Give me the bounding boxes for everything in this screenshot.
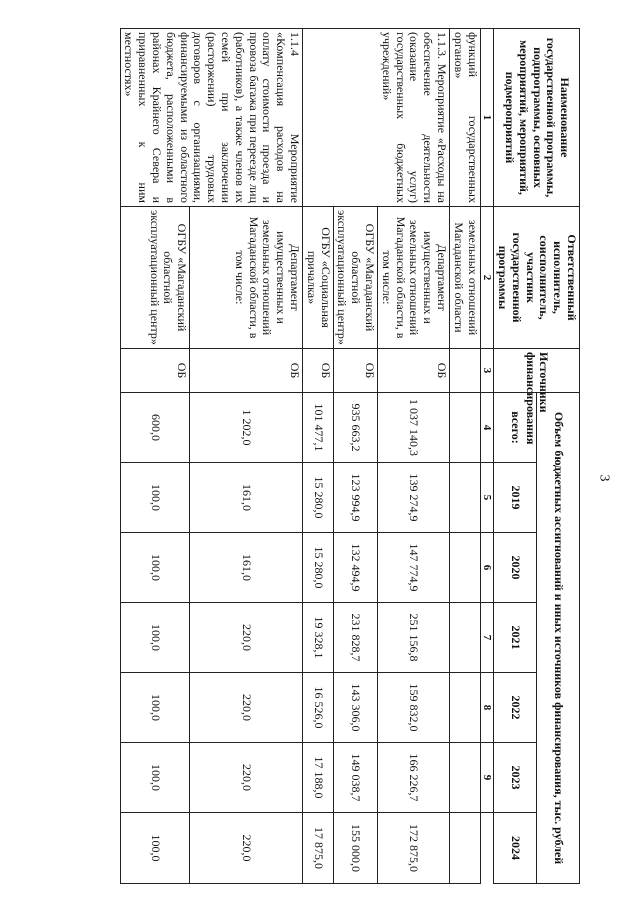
executor-cell: земельных отношений Магаданской области bbox=[449, 207, 480, 349]
index-cell: 7 bbox=[480, 603, 494, 673]
program-name-cell: функций государственных органов» bbox=[449, 29, 480, 207]
value-cell: 935 663,2 bbox=[333, 393, 377, 463]
executor-cell: ОГБУ «Социальная причалка» bbox=[303, 207, 334, 349]
value-cell bbox=[449, 603, 480, 673]
value-cell: 143 306,0 bbox=[333, 673, 377, 743]
program-name-cell: 1.1.3. Мероприятие «Расходы на обеспечение деятельности (оказание услуг) государственных бюджетных учреждений» bbox=[303, 29, 450, 207]
index-cell: 6 bbox=[480, 533, 494, 603]
header-year: 2020 bbox=[494, 533, 537, 603]
value-cell: 166 226,7 bbox=[378, 743, 450, 813]
index-cell: 3 bbox=[480, 349, 494, 393]
executor-cell: ОГБУ «Магаданский областной эксплуатационный центр» bbox=[120, 207, 190, 349]
value-cell bbox=[449, 673, 480, 743]
value-cell: 251 156,8 bbox=[378, 603, 450, 673]
header-name: Наименование государственной программы, подпрограммы, основных мероприятий, мероприятий, подмероприятий bbox=[494, 29, 580, 207]
value-cell: 155 000,0 bbox=[333, 813, 377, 884]
source-cell: ОБ bbox=[120, 349, 190, 393]
source-cell bbox=[449, 349, 480, 393]
value-cell bbox=[449, 813, 480, 884]
value-cell bbox=[449, 463, 480, 533]
value-cell: 172 875,0 bbox=[378, 813, 450, 884]
value-cell: 19 328,1 bbox=[303, 603, 334, 673]
header-total: всего: bbox=[494, 393, 537, 463]
value-cell: 100,0 bbox=[120, 603, 190, 673]
value-cell: 161,0 bbox=[190, 533, 303, 603]
executor-cell: Департамент имущественных и земельных отношений Магаданской области, в том числе: bbox=[190, 207, 303, 349]
source-cell: ОБ bbox=[303, 349, 334, 393]
value-cell: 100,0 bbox=[120, 533, 190, 603]
rotated-table-container bbox=[55, 28, 580, 883]
header-year: 2022 bbox=[494, 673, 537, 743]
table-row bbox=[378, 29, 450, 884]
value-cell: 17 188,0 bbox=[303, 743, 334, 813]
header-row bbox=[537, 29, 580, 884]
index-row bbox=[480, 29, 494, 884]
value-cell: 100,0 bbox=[120, 813, 190, 884]
value-cell: 147 774,9 bbox=[378, 533, 450, 603]
value-cell: 159 832,0 bbox=[378, 673, 450, 743]
header-volume: Объем бюджетных ассигнований и иных источников финансирования, тыс. рублей bbox=[537, 393, 580, 884]
value-cell: 100,0 bbox=[120, 463, 190, 533]
value-cell: 15 280,0 bbox=[303, 533, 334, 603]
source-cell: ОБ bbox=[190, 349, 303, 393]
value-cell: 1 202,0 bbox=[190, 393, 303, 463]
value-cell: 139 274,9 bbox=[378, 463, 450, 533]
index-cell: 4 bbox=[480, 393, 494, 463]
table-row bbox=[449, 29, 480, 884]
value-cell: 220,0 bbox=[190, 673, 303, 743]
executor-cell: Департамент имущественных и земельных отношений Магаданской области, в том числе: bbox=[378, 207, 450, 349]
value-cell: 220,0 bbox=[190, 603, 303, 673]
value-cell: 15 280,0 bbox=[303, 463, 334, 533]
index-cell: 2 bbox=[480, 207, 494, 349]
value-cell: 101 477,1 bbox=[303, 393, 334, 463]
header-executor: Ответственный исполнитель, соисполнитель, участник государственной программы bbox=[494, 207, 580, 349]
header-year: 2023 bbox=[494, 743, 537, 813]
source-cell: ОБ bbox=[378, 349, 450, 393]
value-cell: 123 994,9 bbox=[333, 463, 377, 533]
page-number: 3 bbox=[596, 474, 612, 482]
header-year: 2019 bbox=[494, 463, 537, 533]
value-cell: 220,0 bbox=[190, 743, 303, 813]
header-year: 2024 bbox=[494, 813, 537, 884]
value-cell: 1 037 140,3 bbox=[378, 393, 450, 463]
value-cell: 132 494,9 bbox=[333, 533, 377, 603]
value-cell bbox=[449, 743, 480, 813]
value-cell: 220,0 bbox=[190, 813, 303, 884]
budget-table bbox=[120, 28, 580, 884]
index-cell: 8 bbox=[480, 673, 494, 743]
program-name-cell: 1.1.4 Мероприятие «Компенсация расходов на оплату стоимости проезда и провоза багажа при переезде лиц (работников), а также членов их семей при заключении (расторжении) трудовых договоров с организациями, финансируемыми из областного бюджета, расположенными в районах Крайнего Севера и приравненных к ним местностях» bbox=[120, 29, 302, 207]
value-cell: 161,0 bbox=[190, 463, 303, 533]
header-source: Источники финансирования bbox=[494, 349, 580, 393]
executor-cell: ОГБУ «Магаданский областной эксплуатационный центр» bbox=[333, 207, 377, 349]
value-cell bbox=[449, 533, 480, 603]
value-cell: 100,0 bbox=[120, 743, 190, 813]
value-cell: 231 828,7 bbox=[333, 603, 377, 673]
source-cell: ОБ bbox=[333, 349, 377, 393]
value-cell: 100,0 bbox=[120, 673, 190, 743]
index-cell: 1 bbox=[480, 29, 494, 207]
header-year: 2021 bbox=[494, 603, 537, 673]
value-cell bbox=[449, 393, 480, 463]
index-cell: 5 bbox=[480, 463, 494, 533]
value-cell: 600,0 bbox=[120, 393, 190, 463]
value-cell: 16 526,0 bbox=[303, 673, 334, 743]
table-row bbox=[190, 29, 303, 884]
value-cell: 149 038,7 bbox=[333, 743, 377, 813]
value-cell: 17 875,0 bbox=[303, 813, 334, 884]
index-cell: 9 bbox=[480, 743, 494, 813]
